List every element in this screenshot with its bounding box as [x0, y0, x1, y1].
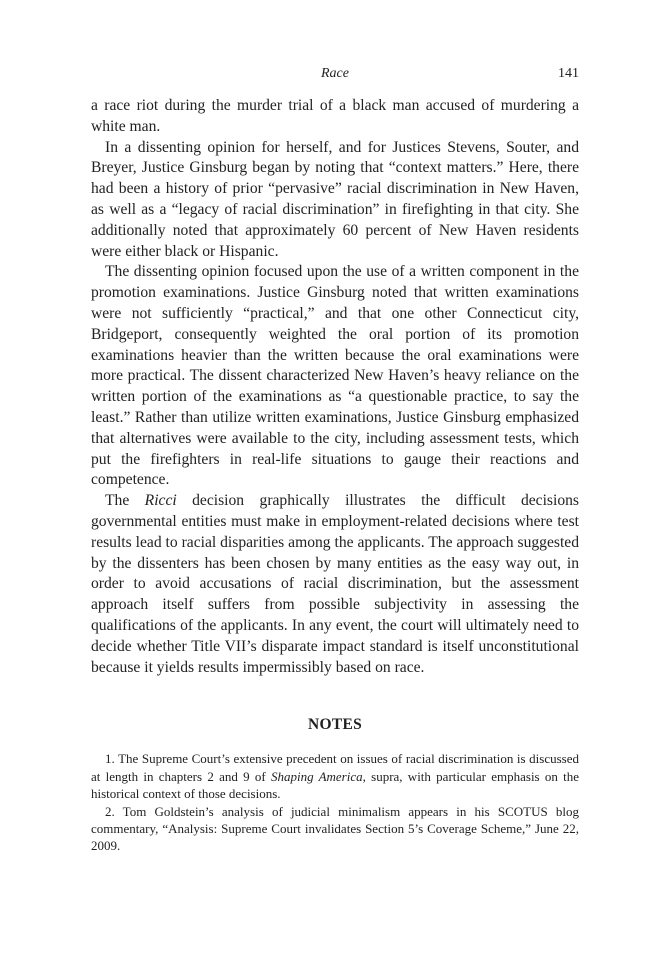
paragraph-4	[91, 491, 579, 678]
book-title-shaping-america: Shaping America	[270, 768, 363, 784]
running-title: Race	[321, 66, 349, 81]
paragraph-4-rest: decision graphically illustrates the difficult decisions governmental entities must make in employment-related decisions where test results lead to racial disparities among the applicants. The approach suggested by the dissenters has been chosen by many entities as the easy way out, in order to avoid accusations of racial discrimination, but the assessment approach itself suffers from possible subjectivity in assessing the qualifications of the applicants. In any event, the court will ultimately need to decide whether Title VII’s disparate impact standard is itself unconstitutional because it yields results impermissibly based on race.	[91, 492, 579, 676]
paragraph-2: In a dissenting opinion for herself, and for Justices Stevens, Souter, and Breyer, Justice Ginsburg began by noting that “context matters.” Here, there had been a history of prior “pervasive” racial discrimination in New Haven, as well as a “legacy of racial discrimination” in firefighting in that city. She additionally noted that approximately 60 percent of New Haven residents were either black or Hispanic.	[91, 138, 579, 260]
page-number: 141	[558, 66, 579, 81]
note-1	[91, 750, 579, 802]
book-page	[91, 64, 579, 855]
note-2: 2. Tom Goldstein’s analysis of judicial minimalism appears in his SCOTUS blog commentary, “Analysis: Supreme Court invalidates Section 5’s Coverage Scheme,” June 22, 2009.	[91, 803, 579, 854]
note-1-lead: 1. The Supreme Court’s extensive precedent on issues of racial discrimination is discussed at length in chapters 2 and 9 of	[91, 751, 579, 784]
note-1-rest: , supra, with particular emphasis on the historical context of those decisions.	[91, 768, 580, 802]
notes-heading: NOTES	[307, 716, 363, 734]
body-text	[91, 96, 579, 678]
paragraph-1: a race riot during the murder trial of a black man accused of murdering a white man.	[91, 97, 579, 135]
paragraph-4-lead: The	[105, 492, 145, 510]
notes-section	[91, 750, 579, 854]
case-name-ricci: Ricci	[144, 492, 177, 510]
running-head	[91, 64, 579, 88]
paragraph-3: The dissenting opinion focused upon the use of a written component in the promotion examinations. Justice Ginsburg noted that written examinations were not sufficiently “practical,” and that one other Connecticut city, Bridgeport, consequently weighted the oral portion of its promotion examinations heavier than the written because the oral examinations were more practical. The dissent characterized New Haven’s heavy reliance on the written portion of the examinations as “a questionable practice, to say the least.” Rather than utilize written examinations, Justice Ginsburg emphasized that alternatives were available to the city, including assessment tests, which put the firefighters in real-life situations to gauge their reactions and competence.	[91, 263, 579, 489]
